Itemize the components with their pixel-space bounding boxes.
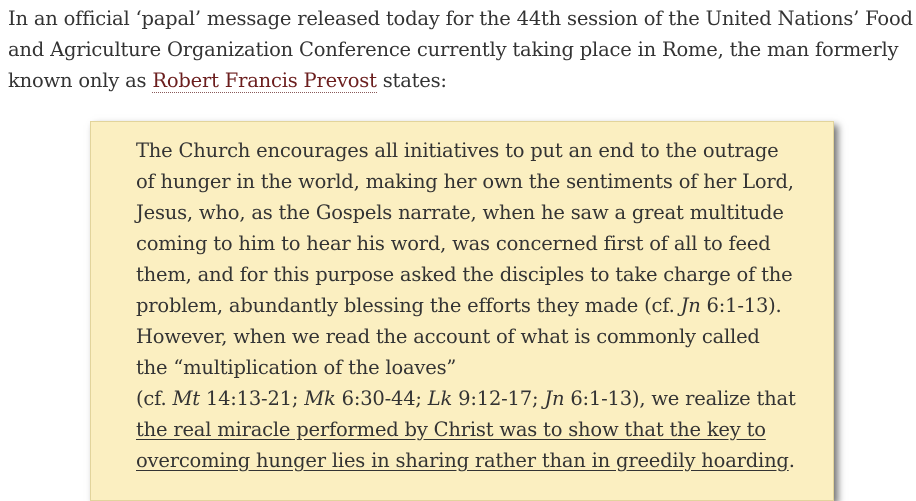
intro-paragraph [8, 3, 913, 96]
quote-part: 6:1-13), we realize that [564, 387, 796, 410]
quote-part: (cf. [136, 387, 173, 410]
book-ref-mt: Mt [172, 387, 200, 410]
quote-part: 9:12-17; [452, 387, 545, 410]
robert-prevost-link[interactable]: Robert Francis Prevost [152, 69, 377, 92]
quote-part: 14:13-21; [199, 387, 305, 410]
quote-part: 6:1-13). However, when we read the account of what is commonly called the “multiplication of the loaves” [136, 294, 782, 379]
quote-text [136, 135, 796, 476]
intro-text: In an official ‘papal’ message released today for the 44th session of the United Nations’ Food and Agriculture Organization Conference currently taking place in Rome, the man formerly known only as [8, 7, 913, 92]
underlined-emphasis: the real miracle performed by Christ was to show that the key to overcoming hunger lies in sharing rather than in greedily hoarding [136, 418, 789, 472]
quote-part: The Church encourages all initiatives to put an end to the outrage of hunger in the world, making her own the sentiments of her Lord, Jesus, who, as the Gospels narrate, when he saw a great multitude coming to him to hear his word, was concerned first of all to feed them, and for this purpose asked the disciples to take charge of the problem, abundantly blessing the efforts they made (cf. [136, 139, 794, 317]
book-ref-mk: Mk [304, 387, 336, 410]
book-ref-lk: Lk [427, 387, 453, 410]
intro-text-end: states: [376, 69, 447, 92]
quote-end: . [788, 449, 795, 472]
blockquote [90, 121, 834, 501]
quote-part: 6:30-44; [335, 387, 428, 410]
book-ref-jn: Jn [544, 387, 565, 410]
book-ref-jn: Jn [680, 294, 701, 317]
